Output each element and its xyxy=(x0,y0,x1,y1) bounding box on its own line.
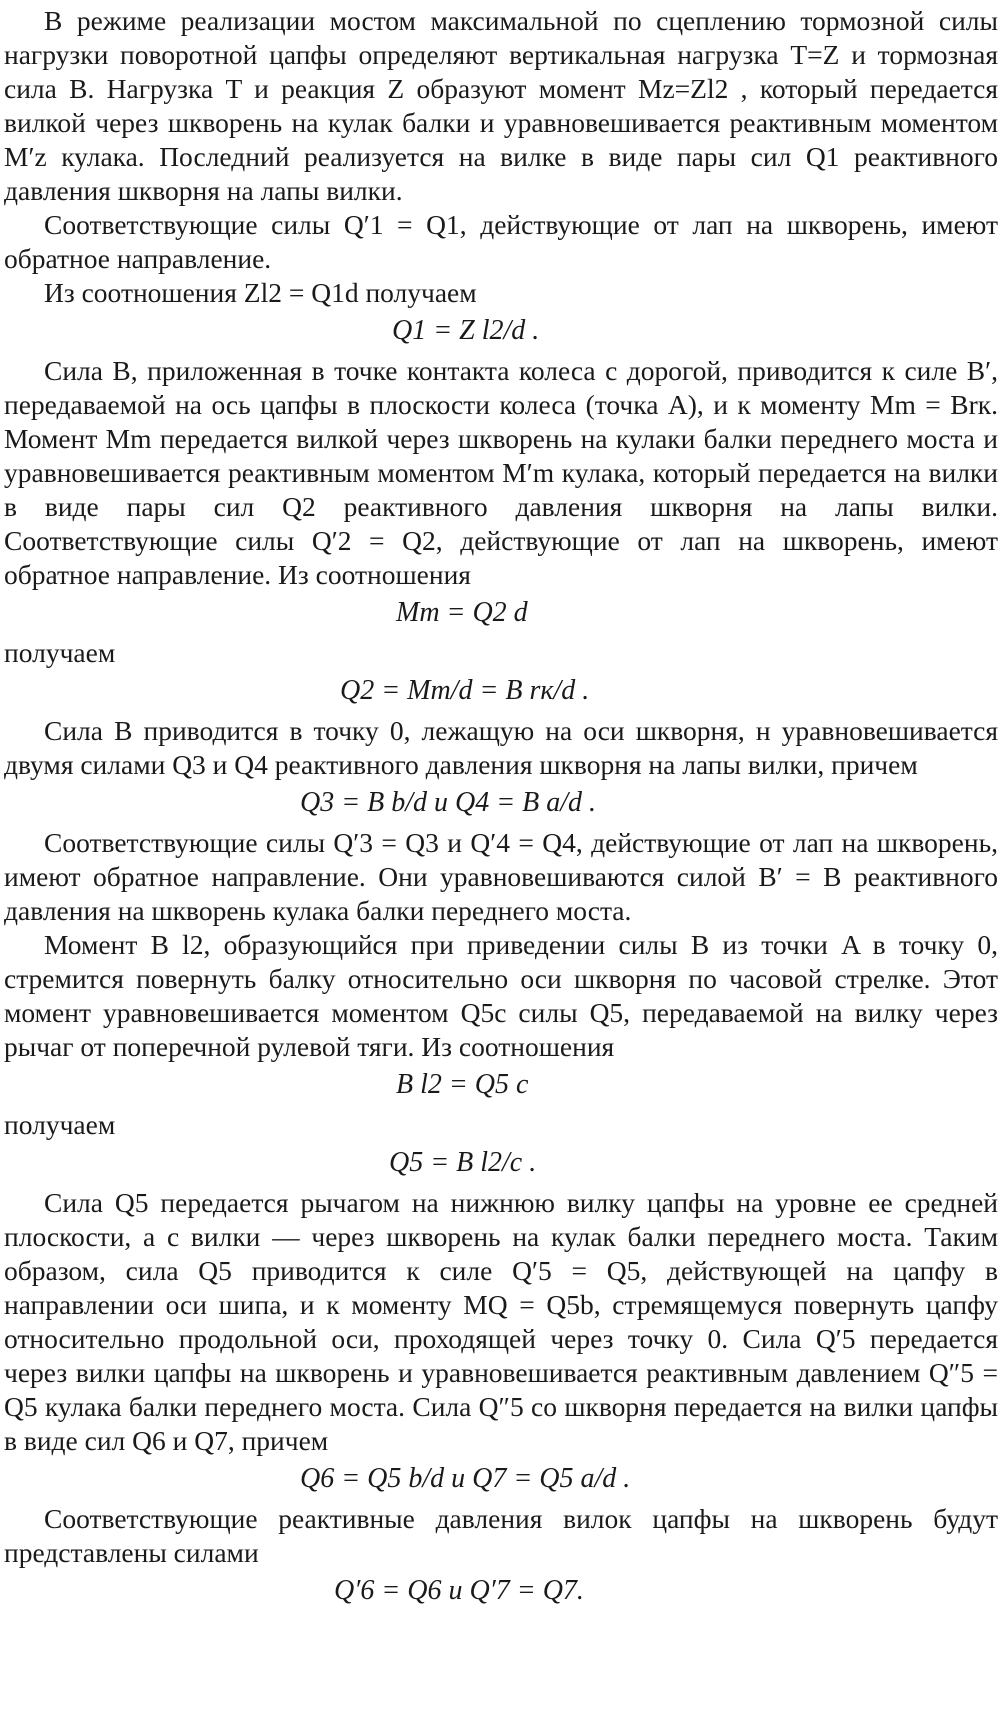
paragraph-2: Соответствующие силы Q′1 = Q1, действующие от лап на шкворень, имеют обратное направление. xyxy=(4,209,998,274)
formula-q3-q4: Q3 = B b/d и Q4 = B a/d . xyxy=(300,787,596,818)
formula-q6p-q7p: Q′6 = Q6 и Q′7 = Q7. xyxy=(334,1575,584,1606)
paragraph-7: Соответствующие силы Q′3 = Q3 и Q′4 = Q4, действующие от лап на шкворень, имеют обратное направление. Они уравновешиваются силой B′ = B реактивного давления на шкворень кулака балки переднего моста. xyxy=(4,827,998,926)
paragraph-9: получаем xyxy=(4,1109,116,1140)
formula-mm: Mm = Q2 d xyxy=(396,597,528,628)
paragraph-3: Из соотношения Zl2 = Q1d получаем xyxy=(44,277,477,308)
paragraph-10: Сила Q5 передается рычагом на нижнюю вилку цапфы на уровне ее средней плоскости, а с вилки — через шкворень на кулак балки переднего моста. Таким образом, сила Q5 приводится к силе Q′5 = Q5, действующей на цапфу в направлении оси шипа, и к моменту MQ = Q5b, стремящемуся повернуть цапфу относительно продольной оси, проходящей через точку 0. Сила Q′5 передается через вилки цапфы на шкворень и уравновешивается реактивным давлением Q″5 = Q5 кулака балки переднего моста. Сила Q″5 со шкворня передается на вилки цапфы в виде сил Q6 и Q7, причем xyxy=(4,1187,998,1456)
paragraph-11: Соответствующие реактивные давления вилок цапфы на шкворень будут представлены силами xyxy=(4,1503,998,1568)
formula-q2: Q2 = Mm/d = B rк/d . xyxy=(340,675,590,706)
formula-q1: Q1 = Z l2/d . xyxy=(392,315,540,346)
document-body xyxy=(4,4,998,1608)
formula-q6-q7: Q6 = Q5 b/d и Q7 = Q5 a/d . xyxy=(300,1463,631,1494)
paragraph-5: получаем xyxy=(4,637,116,668)
formula-bl2: B l2 = Q5 c xyxy=(396,1069,529,1100)
paragraph-1: В режиме реализации мостом максимальной по сцеплению тормозной силы нагрузки поворотной цапфы определяют вертикальная нагрузка T=Z и тормозная сила B. Нагрузка T и реакция Z образуют момент Mz=Zl2 , который передается вилкой через шкворень на кулак балки и уравновешивается реактивным моментом M′z кулака. Последний реализуется на вилке в виде пары сил Q1 реактивного давления шкворня на лапы вилки. xyxy=(4,5,998,206)
formula-q5: Q5 = B l2/c . xyxy=(389,1147,537,1178)
paragraph-6: Сила B приводится в точку 0, лежащую на оси шкворня, н уравновешивается двумя силами Q3 и Q4 реактивного давления шкворня на лапы вилки, причем xyxy=(4,715,998,780)
paragraph-8: Момент B l2, образующийся при приведении силы B из точки A в точку 0, стремится повернуть балку относительно оси шкворня по часовой стрелке. Этот момент уравновешивается моментом Q5c силы Q5, передаваемой на вилку через рычаг от поперечной рулевой тяги. Из соотношения xyxy=(4,929,998,1062)
paragraph-4: Сила B, приложенная в точке контакта колеса с дорогой, приводится к силе B′, передаваемой на ось цапфы в плоскости колеса (точка A), и к моменту Mm = Brк. Момент Mm передается вилкой через шкворень на кулаки балки переднего моста и уравновешивается реактивным моментом M′m кулака, который передается на вилки в виде пары сил Q2 реактивного давления шкворня на лапы вилки. Соответствующие силы Q′2 = Q2, действующие от лап на шкворень, имеют обратное направление. Из соотношения xyxy=(4,355,998,590)
